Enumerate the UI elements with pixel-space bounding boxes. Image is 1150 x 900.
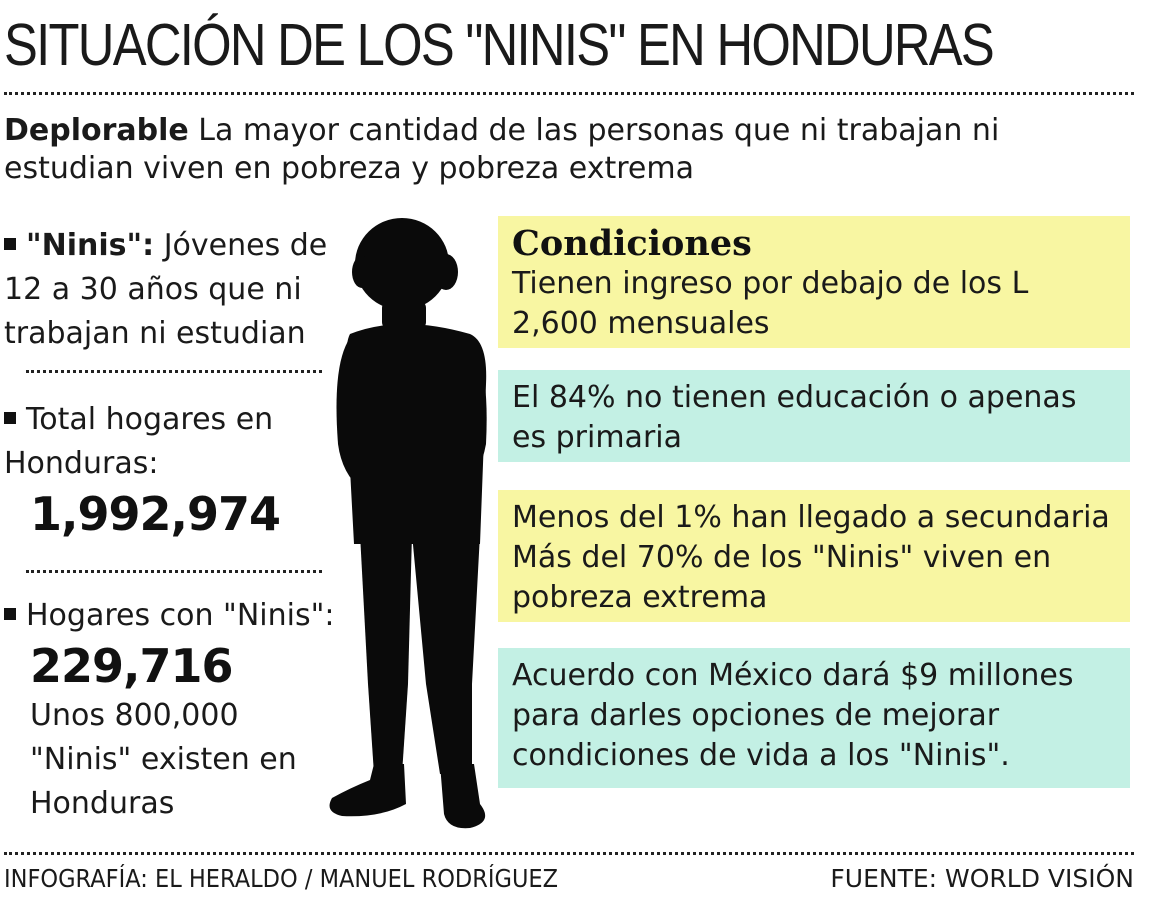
panel-acuerdo — [498, 648, 1130, 788]
total-hogares-label: Total hogares en Honduras: — [4, 402, 274, 481]
panel-educacion — [498, 370, 1130, 462]
definition-text — [4, 224, 344, 356]
subtitle — [4, 112, 1134, 188]
hogares-ninis-value: 229,716 — [30, 639, 233, 693]
child-silhouette-icon — [320, 214, 510, 844]
panel-condiciones-text: Tienen ingreso por debajo de los L 2,600 mensuales — [512, 266, 1029, 341]
bullet-icon — [4, 608, 16, 620]
bullet-icon — [4, 238, 16, 250]
bullet-icon — [4, 412, 16, 424]
total-hogares-value: 1,992,974 — [30, 487, 280, 541]
panel-acuerdo-text: Acuerdo con México dará $9 millones para darles opciones de mejorar condiciones de vida a los "Ninis". — [512, 658, 1074, 773]
total-hogares-block — [4, 398, 344, 542]
panel-condiciones — [498, 216, 1130, 348]
hogares-ninis-label: Hogares con "Ninis": — [4, 594, 344, 638]
panel-educacion-text: El 84% no tienen educación o apenas es primaria — [512, 380, 1077, 455]
footer-divider — [4, 852, 1134, 855]
definition-block — [4, 224, 344, 356]
ninis-total-note: Unos 800,000 "Ninis" existen en Honduras — [30, 698, 297, 821]
infographic-title: SITUACIÓN DE LOS "NINIS" EN HONDURAS — [4, 12, 994, 78]
panel-secundaria-text-1: Menos del 1% han llegado a secundaria — [512, 500, 1110, 535]
title-divider — [4, 92, 1134, 95]
panel-condiciones-title: Condiciones — [512, 223, 752, 264]
infographic-credit: INFOGRAFÍA: EL HERALDO / MANUEL RODRÍGUEZ — [4, 864, 559, 893]
definition-desc: Jóvenes de 12 a 30 años que ni trabajan ni estudian — [4, 228, 328, 351]
panel-secundaria-text-2: Más del 70% de los "Ninis" viven en pobreza extrema — [512, 540, 1052, 615]
left-divider-1 — [26, 370, 322, 373]
panel-secundaria — [498, 490, 1130, 622]
subtitle-text: La mayor cantidad de las personas que ni trabajan ni estudian viven en pobreza y pobreza extrema — [4, 113, 1000, 186]
subtitle-bold: Deplorable — [4, 113, 189, 148]
data-source: FUENTE: WORLD VISIÓN — [830, 864, 1134, 893]
hogares-ninis-block — [4, 594, 344, 826]
left-divider-2 — [26, 570, 322, 573]
definition-term: "Ninis": — [26, 228, 155, 263]
